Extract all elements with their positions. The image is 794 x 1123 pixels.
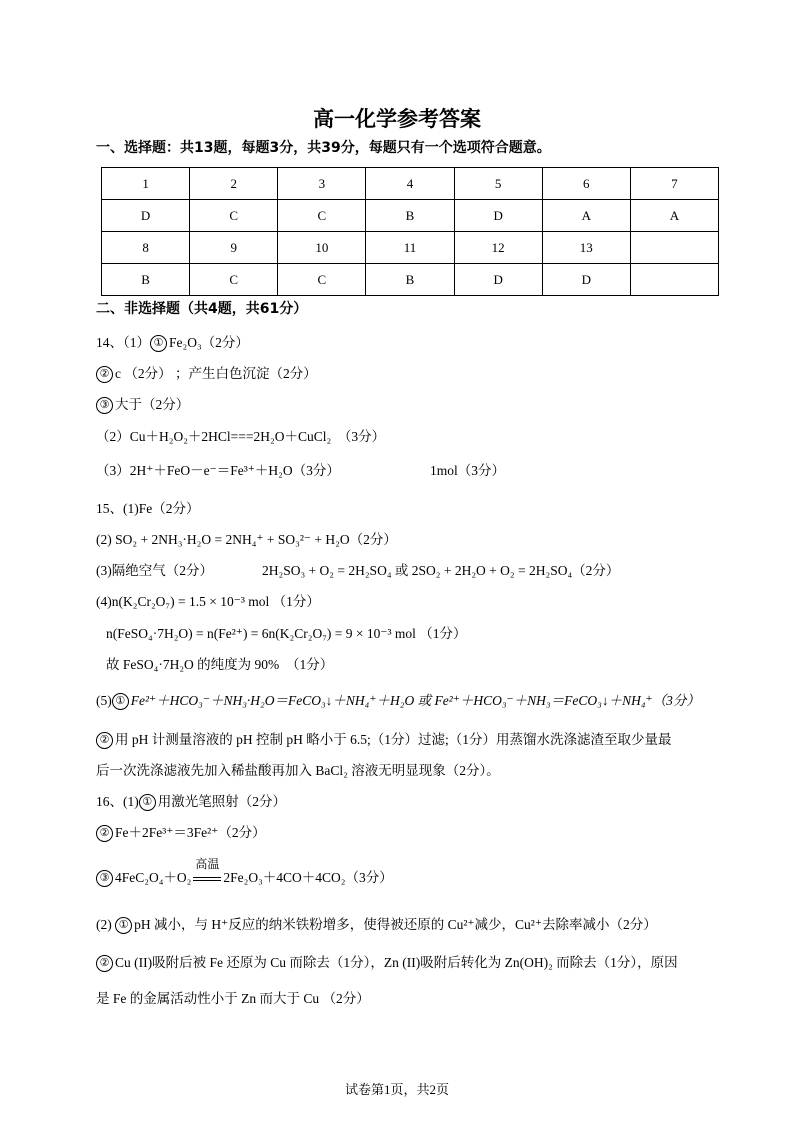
q15-part5-equation: Fe²⁺＋HCO₃⁻＋NH₃·H₂O＝FeCO₃↓＋NH₄⁺＋H₂O 或 Fe²⁺＋HCO₃⁻＋NH₃＝FeCO₃↓＋NH₄⁺（3分） xyxy=(130,693,700,708)
circle-1-marker: ① xyxy=(139,794,156,811)
q16-part3-line xyxy=(96,857,393,887)
q15-part5-answer-text: 用 pH 计测量溶液的 pH 控制 pH 略小于 6.5;（1分）过滤;（1分）用蒸馏水洗涤滤渣至取少量最 xyxy=(115,732,672,747)
q14-part2-answer: c （2分） ；产生白色沉淀（2分） xyxy=(115,366,317,381)
table-row xyxy=(102,168,719,200)
page-title: 高一化学参考答案 xyxy=(313,107,481,131)
q16-part2-equation: Fe＋2Fe³⁺＝3Fe²⁺（2分） xyxy=(115,825,266,840)
table-cell: B xyxy=(366,200,454,232)
q15-part5-answer-line2: 后一次洗涤滤液先加入稀盐酸再加入 BaCl₂ 溶液无明显现象（2分）。 xyxy=(96,763,500,778)
q14-part1-answer: Fe₂O₃（2分） xyxy=(169,335,249,350)
section-1-heading: 一、选择题：共13题，每题3分，共39分，每题只有一个选项符合题意。 xyxy=(96,140,551,156)
answer-table xyxy=(101,167,719,296)
table-cell: 2 xyxy=(190,168,278,200)
section-2-heading: 二、非选择题（共4题，共61分） xyxy=(96,301,308,317)
table-cell: C xyxy=(190,200,278,232)
q16-part2-line xyxy=(96,824,266,842)
q16-part3-reactants: 4FeC₂O₄＋O₂ xyxy=(115,870,192,885)
table-cell: 10 xyxy=(278,232,366,264)
circle-3-marker: ③ xyxy=(96,870,113,887)
circle-3-marker: ③ xyxy=(96,397,113,414)
table-cell xyxy=(630,264,718,296)
circle-1-marker: ① xyxy=(112,693,129,710)
page-footer: 试卷第1页，共2页 xyxy=(344,1082,449,1097)
table-cell: C xyxy=(278,200,366,232)
q16-part4-prefix: (2) xyxy=(96,917,112,932)
q14-mol-answer: 1mol（3分） xyxy=(430,463,506,478)
q15-part3-line: (3)隔绝空气（2分） xyxy=(96,563,213,578)
table-cell: D xyxy=(454,200,542,232)
circle-2-marker: ② xyxy=(96,825,113,842)
table-cell: 13 xyxy=(542,232,630,264)
q14-part3-line xyxy=(96,396,189,414)
q15-part1-line: 15、(1)Fe（2分） xyxy=(96,501,200,516)
q14-part3-answer: 大于（2分） xyxy=(115,397,190,412)
equals-arrow xyxy=(193,877,221,881)
q15-part4-line2: n(FeSO₄·7H₂O) = n(Fe²⁺) = 6n(K₂Cr₂O₇) = 9 × 10⁻³ mol （1分） xyxy=(106,626,467,641)
q16-part1-line xyxy=(96,793,286,811)
table-cell: 4 xyxy=(366,168,454,200)
q15-part4-line1: (4)n(K₂Cr₂O₇) = 1.5 × 10⁻³ mol （1分） xyxy=(96,594,320,609)
table-cell: 7 xyxy=(630,168,718,200)
circle-2-marker: ② xyxy=(96,732,113,749)
table-cell: C xyxy=(190,264,278,296)
table-cell: D xyxy=(454,264,542,296)
table-cell: 12 xyxy=(454,232,542,264)
table-cell: D xyxy=(102,200,190,232)
table-row xyxy=(102,232,719,264)
circle-1-marker: ① xyxy=(115,917,132,934)
table-cell: 9 xyxy=(190,232,278,264)
q15-part5-prefix: (5) xyxy=(96,693,112,708)
q15-part3-equation: 2H₂SO₃ + O₂ = 2H₂SO₄ 或 2SO₂ + 2H₂O + O₂ = 2H₂SO₄（2分） xyxy=(262,563,620,578)
q16-prefix: 16、(1) xyxy=(96,794,139,809)
q16-part5-line2: 是 Fe 的金属活动性小于 Zn 而大于 Cu （2分） xyxy=(96,991,370,1006)
q14-part2-line xyxy=(96,365,317,383)
q14-equation-line: （2）Cu＋H₂O₂＋2HCl===2H₂O＋CuCl₂ （3分） xyxy=(96,429,386,444)
table-cell: 11 xyxy=(366,232,454,264)
table-cell xyxy=(630,232,718,264)
circle-2-marker: ② xyxy=(96,955,113,972)
q14-ionic-equation-line: （3）2H⁺＋FeO－e⁻＝Fe³⁺＋H₂O（3分） xyxy=(96,463,340,478)
reaction-condition xyxy=(193,857,221,887)
table-cell: A xyxy=(630,200,718,232)
table-cell: 1 xyxy=(102,168,190,200)
q15-part5-answer-line1 xyxy=(96,731,672,749)
circle-2-marker: ② xyxy=(96,366,113,383)
q15-part2-line: (2) SO₂ + 2NH₃·H₂O = 2NH₄⁺ + SO₃²⁻ + H₂O（2分） xyxy=(96,532,397,547)
q15-part4-line3: 故 FeSO₄·7H₂O 的纯度为 90% （1分） xyxy=(106,657,334,672)
q16-part3-products: 2Fe₂O₃＋4CO＋4CO₂（3分） xyxy=(223,870,393,885)
q15-part5-line xyxy=(96,692,700,710)
table-cell: 6 xyxy=(542,168,630,200)
table-cell: 3 xyxy=(278,168,366,200)
q16-part4-answer: pH 减小，与 H⁺反应的纳米铁粉增多，使得被还原的 Cu²⁺减少，Cu²⁺去除率减小（2分） xyxy=(134,917,657,932)
q16-part5-line1 xyxy=(96,954,678,972)
q16-part1-answer: 用激光笔照射（2分） xyxy=(157,794,286,809)
table-cell: 8 xyxy=(102,232,190,264)
q16-part4-line xyxy=(96,916,657,934)
circle-1-marker: ① xyxy=(150,335,167,352)
table-cell: B xyxy=(102,264,190,296)
table-row xyxy=(102,200,719,232)
table-cell: 5 xyxy=(454,168,542,200)
table-cell: C xyxy=(278,264,366,296)
table-cell: B xyxy=(366,264,454,296)
table-row xyxy=(102,264,719,296)
q16-part5-answer: Cu (II)吸附后被 Fe 还原为 Cu 而除去（1分），Zn (II)吸附后转化为 Zn(OH)₂ 而除去（1分），原因 xyxy=(115,955,678,970)
q14-part1-line xyxy=(96,334,249,352)
table-cell: D xyxy=(542,264,630,296)
q14-prefix: 14、（1） xyxy=(96,335,150,350)
table-cell: A xyxy=(542,200,630,232)
reaction-condition-label: 高温 xyxy=(195,857,220,871)
